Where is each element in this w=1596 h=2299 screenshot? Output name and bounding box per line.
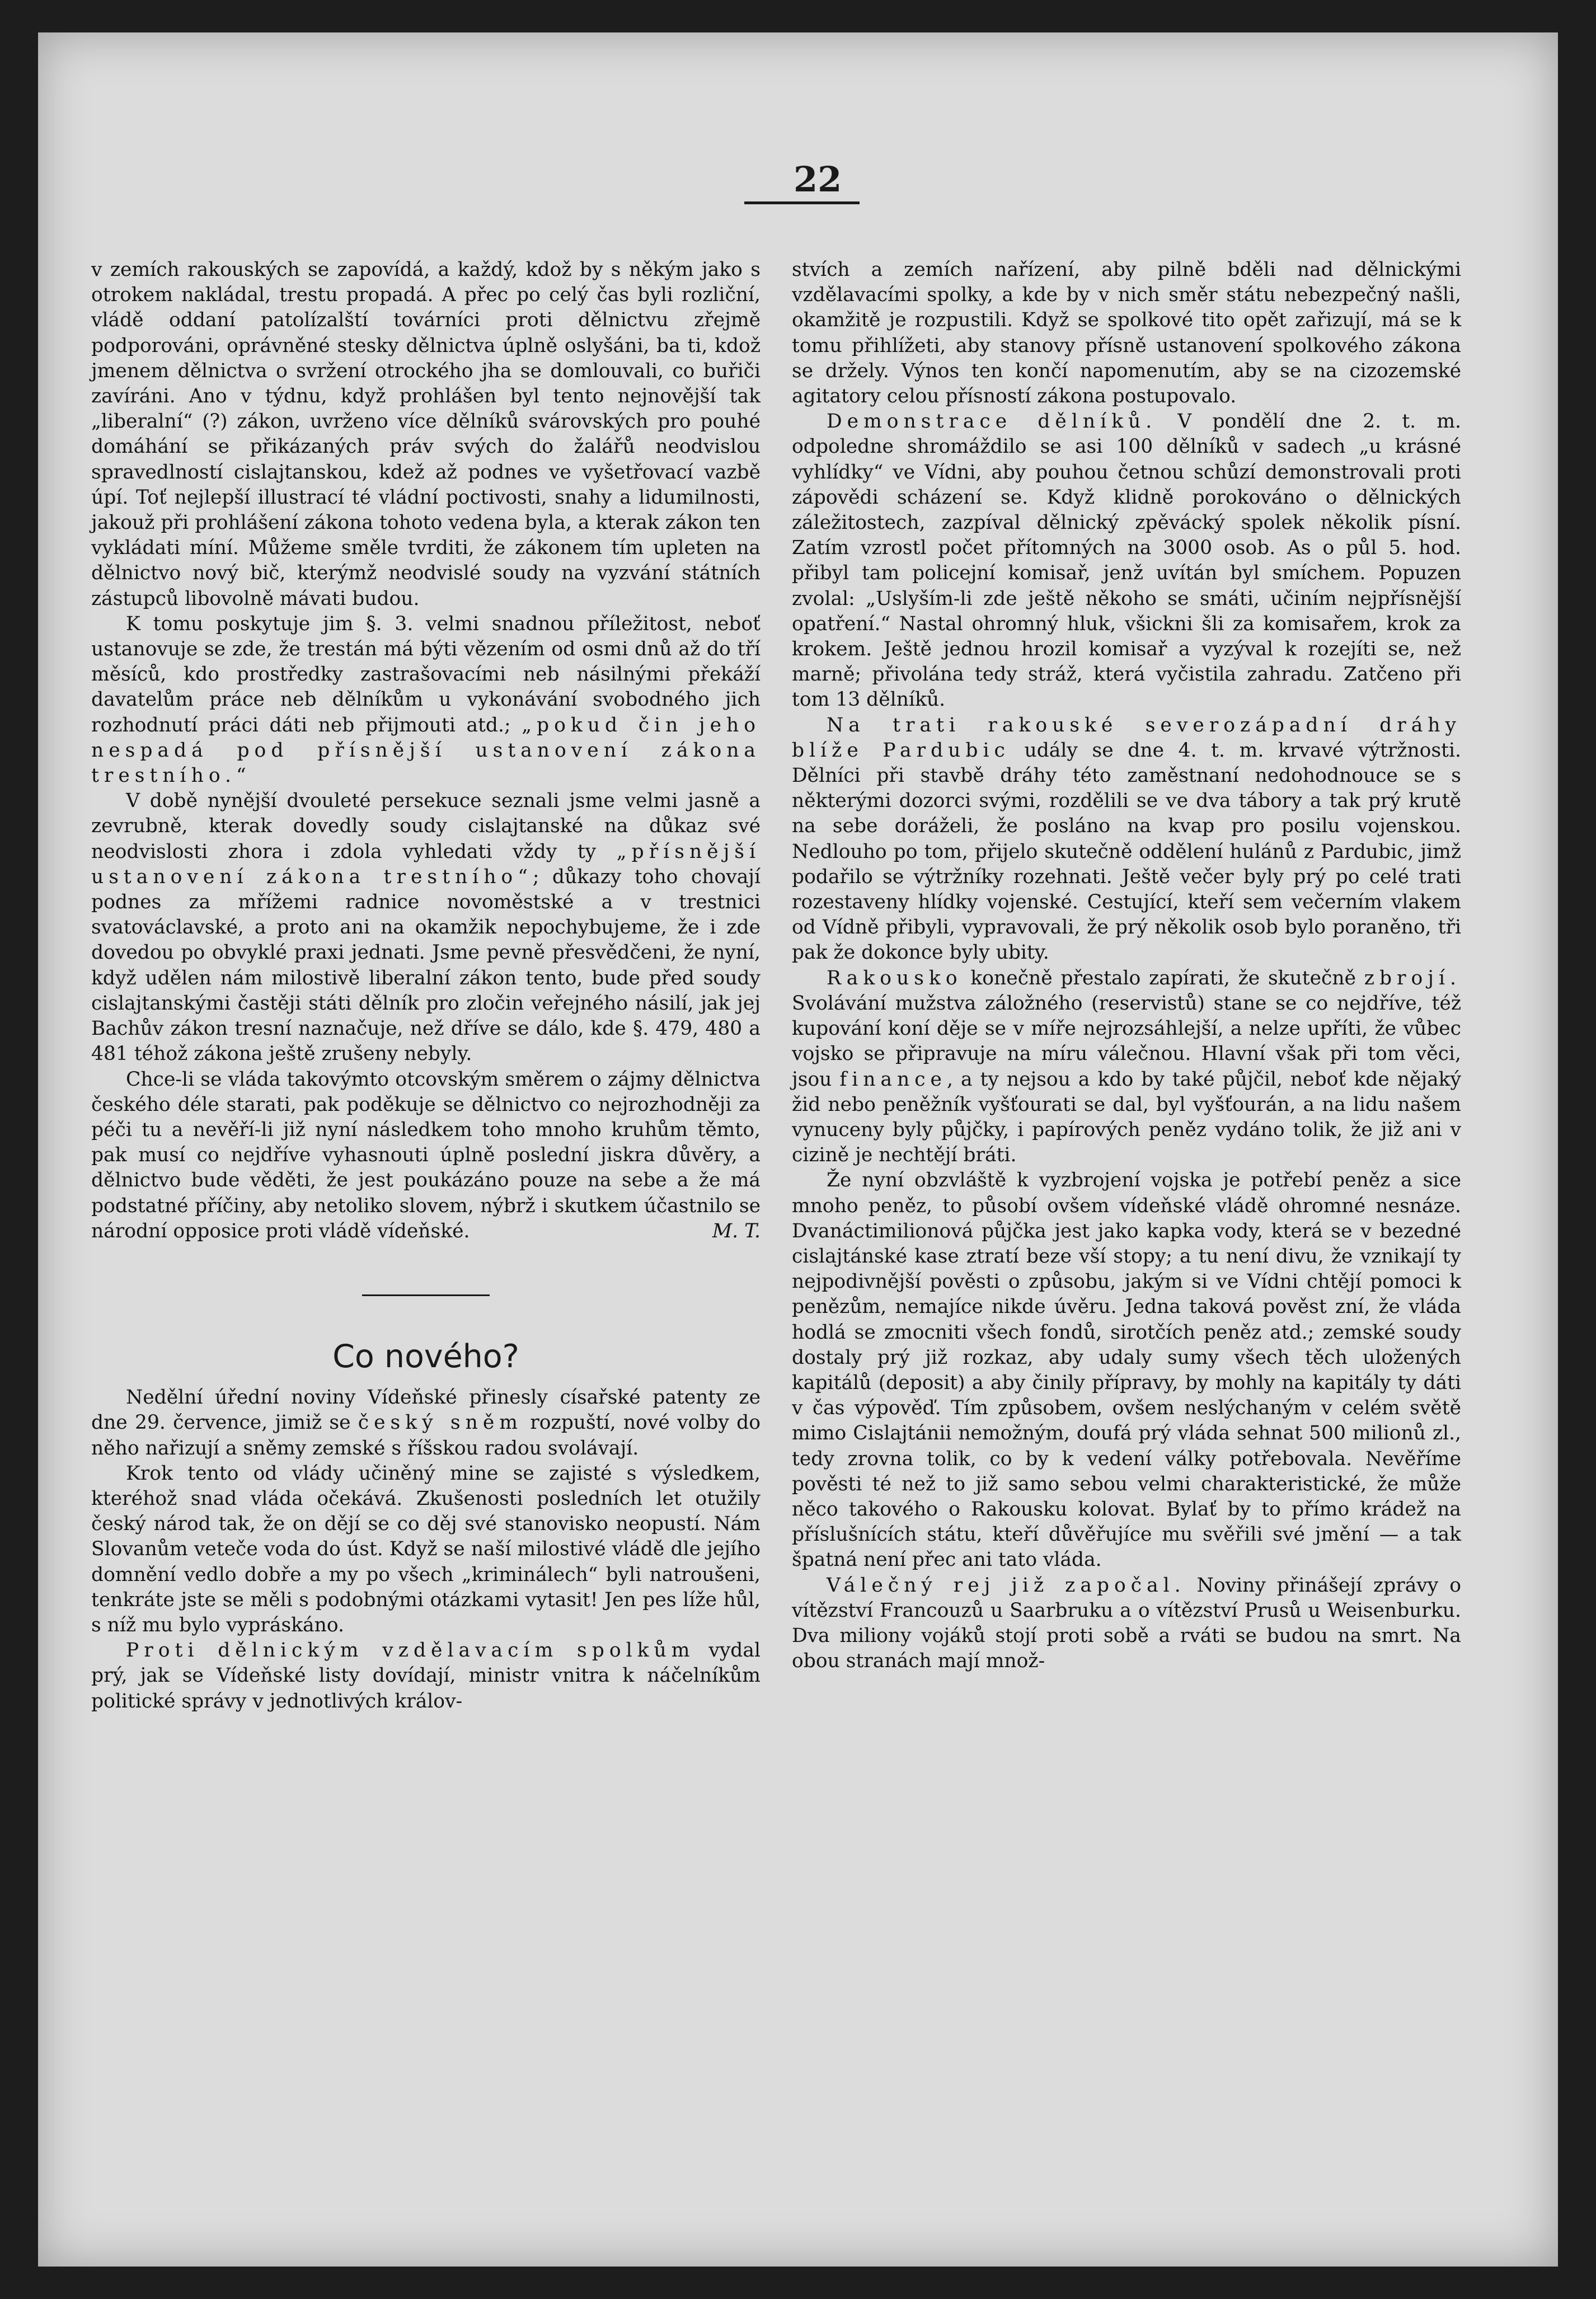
news-3-rest: vydal prý, jak se Vídeňské listy dovídají, ministr vnitra k náčelníkům politické správy v jednotlivých králov- bbox=[91, 1639, 761, 1712]
section-heading: Co nového? bbox=[332, 1338, 519, 1375]
page-number-rule bbox=[744, 201, 860, 204]
left-column bbox=[91, 257, 761, 1714]
news-8-rest: Noviny přinášejí zprávy o vítězství Francouzů u Saarbruku a o vítězství Prusů u Weisenburku. Dva miliony vojáků stojí proti sobě a rváti se budou na smrt. Na obou stranách mají množ- bbox=[792, 1574, 1461, 1673]
news-1-text: Nedělní úřední noviny Vídeňské přinesly císařské patenty ze dne 29. července, jimiž se bbox=[91, 1386, 761, 1434]
article-paragraph-2 bbox=[91, 612, 761, 789]
news-item-3-continued: stvích a zemích nařízení, aby pilně bděli nad dělnickými vzdělavacími spolky, a kde by v nich směr státu nebezpečný našli, okamžitě je rozpustili. Když se spolkové tito opět zařizují, má se k tomu přihlížeti, aby stanovy přísně ustanovení spolkového zákona se držely. Výnos ten končí napomenutím, aby se na cizozemské agitatory celou přísností zákona postupovalo. bbox=[792, 259, 1461, 408]
news-item-2: Krok tento od vlády učiněný mine se zajisté s výsledkem, kteréhož snad vláda očekává. Zkušenosti posledních let otužily český národ tak, že on dějí se co děj své stanovisko neopustí. Nám Slovanům veteče voda do úst. Když se naší milostivé vládě dle jejího domnění vedlo dobře a my po všech „kriminálech“ byli natroušeni, tenkráte jste se měli s podobnými otázkami vytasit! Jen pes líže hůl, s níž mu bylo vypráskáno. bbox=[91, 1462, 761, 1636]
paragraph-3-rest: ; důkazy toho chovají podnes za mřížemi radnice novoměstské a v trestnici svatováclavské, a proto ani na okamžik nepochybujeme, že i zde dovedou po obvyklé praxi jednati. Jsme pevně přesvědčeni, že nyní, když udělen nám milostivě liberalní zákon tento, bude před soudy cislajtanskými častěji státi dělník pro zločin veřejného násilí, jak jej Bachův zákon tresní naznačuje, než dříve se dálo, kde §. 479, 480 a 481 téhož zákona ještě zrušeny nebyly. bbox=[91, 865, 761, 1066]
right-column bbox=[792, 257, 1461, 1674]
news-1-rest: rozpuští, nové volby do něho nařizují a sněmy zemské s říšskou radou svolávají. bbox=[91, 1411, 761, 1460]
news-6-rest: Svolávání mužstva záložného (reservistů) stane se co nejdříve, též kupování koní děje se v míře nejrozsáhlejší, a nelze upříti, že vůbec vojsko se připravuje na míru válečnou. Hlavní však při tom věci, jsou bbox=[792, 992, 1461, 1091]
article-paragraph-4 bbox=[91, 1067, 761, 1244]
news-6-spaced: Rakousko bbox=[827, 966, 963, 989]
news-item-1 bbox=[91, 1385, 761, 1461]
news-item-3 bbox=[91, 1638, 761, 1714]
news-1-spaced: český sněm bbox=[358, 1411, 523, 1434]
paragraph-3-text: V době nynější dvouleté persekuce seznali jsme velmi jasně a zevrubně, kterak dovedly soudy cislajtanské na důkaz své neodvislosti zhora i zdola vyhledati vždy ty bbox=[91, 790, 761, 863]
news-6-text: konečně přestalo zapírati, že skutečně bbox=[970, 966, 1356, 989]
news-3-spaced: Proti dělnickým vzdělavacím spolkům bbox=[126, 1639, 695, 1662]
news-item-4 bbox=[792, 409, 1461, 712]
section-divider bbox=[362, 1294, 490, 1296]
news-item-7: Že nyní obzvláště k vyzbrojení vojska je potřebí peněz a sice mnoho peněz, to působí ovšem vídeňské vládě ohromné nesnáze. Dvanáctimilionová půjčka jest jako kapka vody, která se v bezedné cislajtánské kase ztratí beze vší stopy; a tu není divu, že vznikají ty nejpodivnější pověsti o způsobu, jakým si ve Vídni chtějí pomoci k penězům, nemajíce nikde úvěru. Jedna taková pověst zní, že vláda hodlá se zmocniti všech fondů, sirotčích peněz atd.; zemské soudy dostaly prý již rozkaz, aby udaly sumy všech těch uložených kapitálů (deposit) a aby činily přípravy, by mohly na kapitály ty dáti v čas výpověď. Tím způsobem, ovšem neslýchaným v celém světě mimo Cislajtánii nemožným, doufá prý vláda sehnat 500 milionů zl., tedy zrovna tolik, co by k vedení války potřebovala. Nevěříme pověsti té než to již samo sebou velmi charakteristické, že může něco takového o Rakousku kolovat. Bylať by to přímo krádež na příslušnících státu, kteří důvěřujíce mu svěřili své jmění — a tak špatná není přec ani tato vláda. bbox=[792, 1169, 1461, 1571]
spaced-quote-2: „přísnější ustanovení zákona trestního“ bbox=[91, 840, 761, 888]
page-number: 22 bbox=[794, 159, 842, 200]
news-4-rest: V pondělí dne 2. t. m. odpoledne shromáždilo se asi 100 dělníků v sadech „u krásné vyhlídky“ ve Vídni, aby pouhou četnou schůzí demonstrovali proti zápovědi scházení se. Když klidně porokováno o dělnických záležitostech, zazpíval dělnický zpěvácký spolek několik písní. Zatím vzrostl počet přítomných na 3000 osob. As o půl 5. hod. přibyl tam policejní komisař, jenž uvítán byl smíchem. Popuzen zvolal: „Uslyším-li zde ještě někoho se smáti, učiním nejpřísnější opatření.“ Nastal ohromný hluk, všickni šli za komisařem, krok za krokem. Ještě jednou hrozil komisař a vyzýval k rozejíti se, než marně; přivolána tedy stráž, která vyčistila zahradu. Zatčeno při tom 13 dělníků. bbox=[792, 410, 1462, 711]
news-5-rest: udály se dne 4. t. m. krvavé výtržnosti. Dělníci při stavbě dráhy této zaměstnaní nedohodnouce se s některými dozorci svými, rozdělili se ve dva tábory a tak prý krutě na sebe doráželi, že poslánо na kvap pro posilu vojenskou. Nedlouho po tom, přijelo skutečně oddělení hulánů z Pardubic, jimž podařilo se výtržníky rozehnati. Ještě večer byly prý po celé trati rozestaveny hlídky vojenské. Cestující, kteří sem večerním vlakem od Vídně přibyli, vypravovali, že prý několik osob bylo poraněno, tři pak že dokonce byly ubity. bbox=[792, 739, 1462, 964]
news-5-spaced: Na trati rakouské severozápadní dráhy blíže Pardubic bbox=[792, 714, 1461, 762]
news-6-spaced-3: finance bbox=[839, 1068, 947, 1091]
news-item-8 bbox=[792, 1573, 1461, 1674]
news-6-spaced-2: zbrojí. bbox=[1364, 966, 1461, 989]
spaced-quote-1: „pokud čin jeho nespadá pod přísnější ustanovení zákona trestního.“ bbox=[91, 714, 761, 787]
paragraph-2-text: K tomu poskytuje jim §. 3. velmi snadnou příležitost, neboť ustanovuje se zde, že trestán má býti vězením od osmi dnů až do tří měsíců, kdo prostředky zastrašovacími neb násilnými překáží davatelům práce neb dělníkům u vykonávání svobodného jich rozhodnutí práci dáti neb přijmouti atd.; bbox=[91, 612, 761, 736]
paragraph-4-text: Chce-li se vláda takovýmto otcovským směrem o zájmy dělnictva českého déle starati, pak poděkuje se dělnictvo co nejrozhodněji za péči tu a nevěří-li již nyní následkem toho mnoho kruhům těmto, pak musí co nejdříve vyhasnouti úplně poslední jiskra důvěry, a dělnictvo bude věděti, že jest poukázáno pouze na sebe a že má podstatné příčiny, aby netoliko slovem, nýbrž i skutkem účastnilo se národní opposice proti vládě vídeňské. bbox=[91, 1068, 761, 1242]
news-item-5 bbox=[792, 713, 1461, 966]
article-paragraph-3 bbox=[91, 789, 761, 1067]
newspaper-page bbox=[38, 32, 1558, 2267]
news-8-spaced: Válečný rej již započal. bbox=[827, 1574, 1186, 1597]
author-signature: M. T. bbox=[712, 1219, 761, 1242]
news-6-rest-2: , a ty nejsou a kdo by také půjčil, neboť kde nějaký žid nebo peněžník vyšťourati se dal, byl vyšťourán, a na lidu našem vynuceny byly půjčky, i papírových peněz vydáno tolik, že již ani v cizině je nechtějí bráti. bbox=[792, 1068, 1462, 1167]
news-item-6 bbox=[792, 966, 1461, 1169]
article-paragraph-1: v zemích rakouských se zapovídá, a každý, kdož by s někým jako s otrokem nakládal, trestu propadá. A přec po celý čas byli rozliční, vládě oddaní patolízalští továrníci proti dělnictvu zřejmě podporováni, oprávněné stesky dělnictva úplně oslyšáni, ba ti, kdož jmenem dělnictva o svržení otrockého jha se domlouvali, co buřiči zavíráni. Ano v týdnu, když prohlášen byl tento nejnovější tak „liberalní“ (?) zákon, uvrženo více dělníků svárovských pro pouhé domáhání se přikázaných práv svých do žalářů neodvislou spravedlností cislajtanskou, kdež až podnes ve vyšetřovací vazbě úpí. Toť nejlepší illustrací té vládní poctivosti, snahy a lidumilnosti, jakouž při prohlášení zákona tohoto vedena byla, a kterak zákon ten vykládati míní. Můžeme směle tvrditi, že zákonem tím upleten na dělnictvo nový bič, kterýmž neodvislé soudy na vyzvání státních zástupců libovolně mávati budou. bbox=[91, 259, 761, 610]
news-4-spaced: Demonstrace dělníků. bbox=[827, 410, 1157, 433]
